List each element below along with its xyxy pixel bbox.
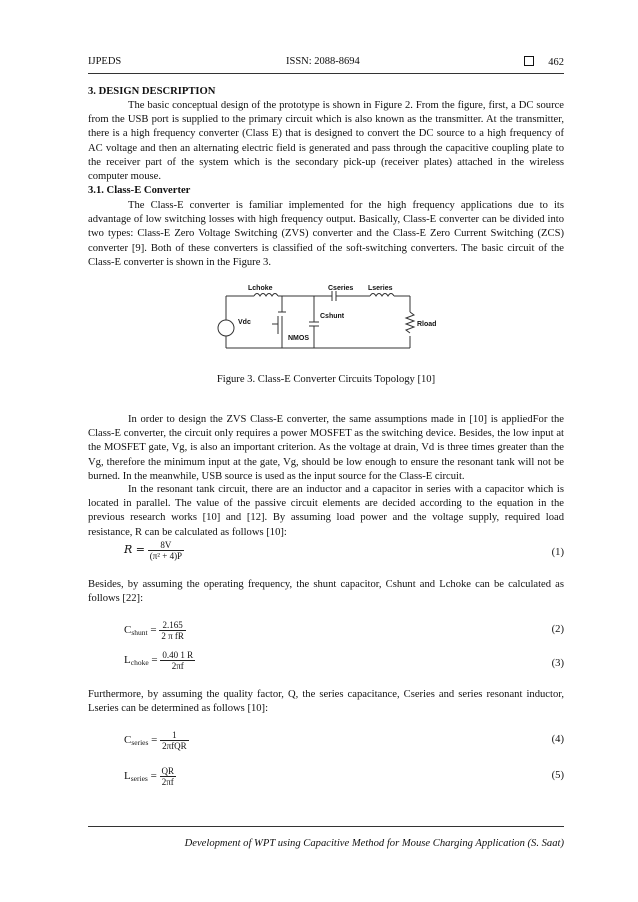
section-3-1-heading: 3.1. Class-E Converter: [88, 185, 191, 196]
issn: ISSN: 2088-8694: [286, 56, 360, 67]
label-vdc: Vdc: [238, 319, 251, 326]
equation-4-number: (4): [551, 734, 564, 745]
equation-2-number: (2): [551, 624, 564, 635]
class-e-circuit-diagram: [214, 282, 444, 362]
equation-1-number: (1): [551, 547, 564, 558]
equation-2: $C_{shunt}$ = $\frac{2.165}{\text{2 π fR}}$: [124, 620, 184, 641]
label-nmos: NMOS: [288, 335, 309, 342]
body-paragraph-2: In the resonant tank circuit, there are an inductor and a capacitor in series with a capacitor which is located in parallel. The value of the passive circuit elements are decided according to the equation in the previous research works [10] and [12]. By assuming load power and the voltage supply, required load resistance, R can be calculated as follows [10]:: [88, 484, 564, 538]
header-rule: [88, 73, 564, 74]
label-lseries: Lseries: [368, 285, 393, 292]
label-cseries: Cseries: [328, 285, 354, 292]
page-number-block: [524, 56, 564, 68]
body-paragraph-3: Besides, by assuming the operating frequency, the shunt capacitor, Cshunt and Lchoke can be calculated as follows [22]:: [88, 579, 564, 605]
body-paragraph-1: In order to design the ZVS Class-E converter, the same assumptions made in [10] is appliedFor the Class-E converter, the circuit only requires a power MOSFET as the switching device. Besides, the low input at the MOSFET gate, Vg, is also an important criterion. As the voltage at drain, Vd is three times greater than the Vg, therefore the minimum input at the gate, Vg, should be low enough to ensure the resonant tank will not be burned. In the meanwhile, USB source is used as the input source for the Class-E circuit.: [88, 414, 564, 482]
section-3-1-paragraph: The Class-E converter is familiar implemented for the high frequency applications due to its advantage of low switching losses with high frequency output. Basically, Class-E converter can be divided into two types: Class-E Zero Voltage Switching (ZVS) converter and the Class-E Zero Current Switching (ZCS) converter [9]. Both of these converters is classified of the soft-switching converters. The basic circuit of the Class-E converter is shown in the Figure 3.: [88, 200, 564, 268]
journal-name: IJPEDS: [88, 56, 122, 67]
section-3-heading: 3. DESIGN DESCRIPTION: [88, 86, 216, 97]
equation-3-number: (3): [551, 658, 564, 669]
equation-5: $L_{series}$ = $\frac{QR}{2\pi f}$: [124, 766, 175, 787]
equation-3: $L_{choke}$ = $\frac{0.40 1 R}{2\pi f}$: [124, 650, 194, 671]
label-cshunt: Cshunt: [320, 313, 345, 320]
square-bullet-icon: [524, 56, 534, 66]
body-paragraph-4: Furthermore, by assuming the quality factor, Q, the series capacitance, Cseries and series resonant inductor, Lseries can be determined as follows [10]:: [88, 689, 564, 715]
page-number: 462: [548, 57, 564, 68]
label-rload: Rload: [417, 321, 437, 328]
figure-3-caption: Figure 3. Class-E Converter Circuits Topology [10]: [216, 374, 436, 385]
running-footer: Development of WPT using Capacitive Method for Mouse Charging Application (S. Saat): [184, 838, 564, 849]
equation-1: R = $\frac{8V}{\text{(π² + 4)P}}$: [124, 540, 183, 561]
equation-4: $C_{series}$ = $\frac{1}{\text{2πfQR}}$: [124, 730, 187, 751]
equation-5-number: (5): [551, 770, 564, 781]
section-3-paragraph: The basic conceptual design of the prototype is shown in Figure 2. From the figure, first, a DC source from the USB port is supplied to the primary circuit which is also known as the transmitter. At the transmitter, there is a high frequency converter (Class E) that is designed to convert the DC source to a high frequency of AC voltage and then an alternating electric field is generated and pass through the capacitive coupling plate to the receiver part of the system which is the secondary pick-up (receiver plates) attached in the wireless computer mouse.: [88, 100, 564, 183]
footer-rule: [88, 826, 564, 827]
label-lchoke: Lchoke: [248, 285, 273, 292]
